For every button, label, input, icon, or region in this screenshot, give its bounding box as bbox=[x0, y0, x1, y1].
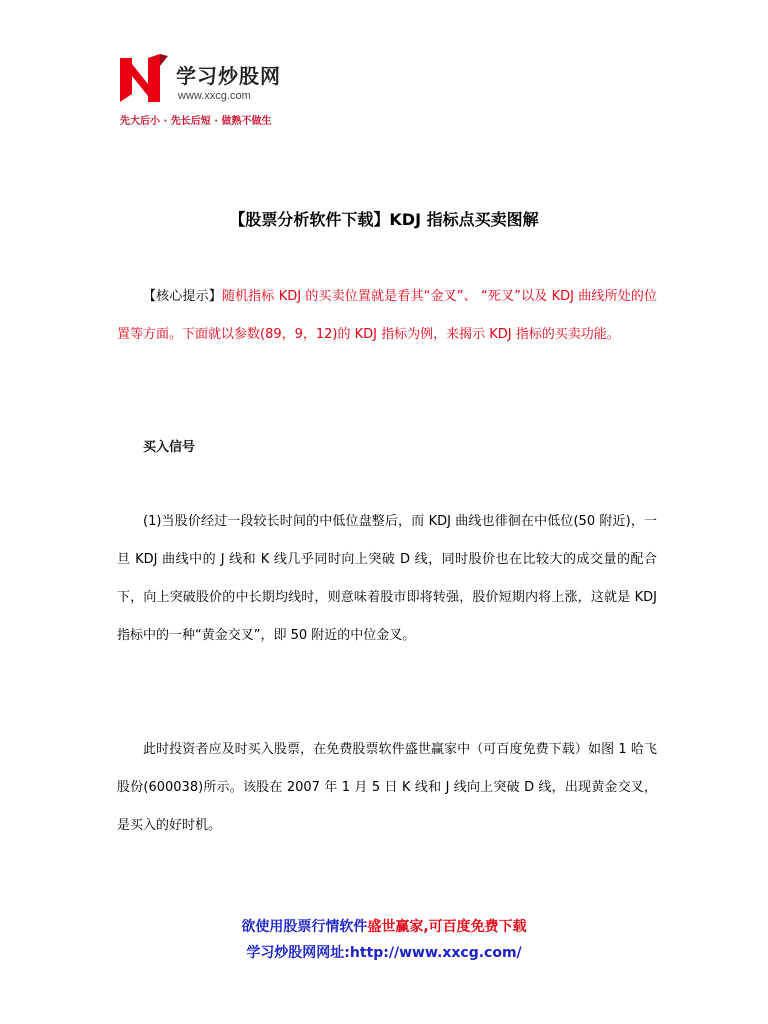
site-logo bbox=[118, 52, 318, 132]
intro-label: 【核心提示】 bbox=[143, 289, 222, 304]
intro-text: 随机指标 KDJ 的买卖位置就是看其“金叉”、 “死叉”以及 KDJ 曲线所处的位置等方面。下面就以参数(89，9，12)的 KDJ 指标为例，来揭示 KDJ 指标的买卖功能。 bbox=[117, 289, 657, 342]
footer-line-1 bbox=[0, 916, 768, 936]
logo-mark-icon bbox=[118, 54, 170, 106]
paragraph-buy-signal-1: (1)当股价经过一段较长时间的中低位盘整后，而 KDJ 曲线也徘徊在中低位(50 附近)，一旦 KDJ 曲线中的 J 线和 K 线几乎同时向上突破 D 线，同时股价也在比较大的成交量的配合下，向上突破股价的中长期均线时，则意味着股市即将转强，股价短期内将上涨，这就是 KDJ 指标中的一种“黄金交叉”，即 50 附近的中位金叉。 bbox=[117, 514, 657, 643]
logo-name: 学习炒股网 bbox=[176, 64, 281, 88]
footer-software-text: 欲使用股票行情软件 bbox=[241, 919, 368, 935]
paragraph-buy-signal-2: 此时投资者应及时买入股票，在免费股票软件盛世赢家中（可百度免费下载）如图 1 哈飞股份(600038)所示。该股在 2007 年 1 月 5 日 K 线和 J 线向上突破 D 线，出现黄金交叉，是买入的好时机。 bbox=[117, 742, 657, 833]
section-heading: 买入信号 bbox=[143, 440, 196, 455]
logo-url: www.xxcg.com bbox=[178, 90, 251, 102]
logo-slogan: 先大后小 · 先长后短 · 做熟不做生 bbox=[120, 116, 272, 127]
footer-software-name: 盛世赢家,可百度免费下载 bbox=[367, 919, 527, 935]
footer-site-link[interactable]: http://www.xxcg.com/ bbox=[349, 945, 522, 961]
document-title: 【股票分析软件下载】KDJ 指标点买卖图解 bbox=[229, 210, 539, 229]
intro-paragraph bbox=[117, 278, 657, 354]
footer-line-2 bbox=[0, 942, 768, 962]
footer-site-label: 学习炒股网网址: bbox=[246, 945, 350, 961]
